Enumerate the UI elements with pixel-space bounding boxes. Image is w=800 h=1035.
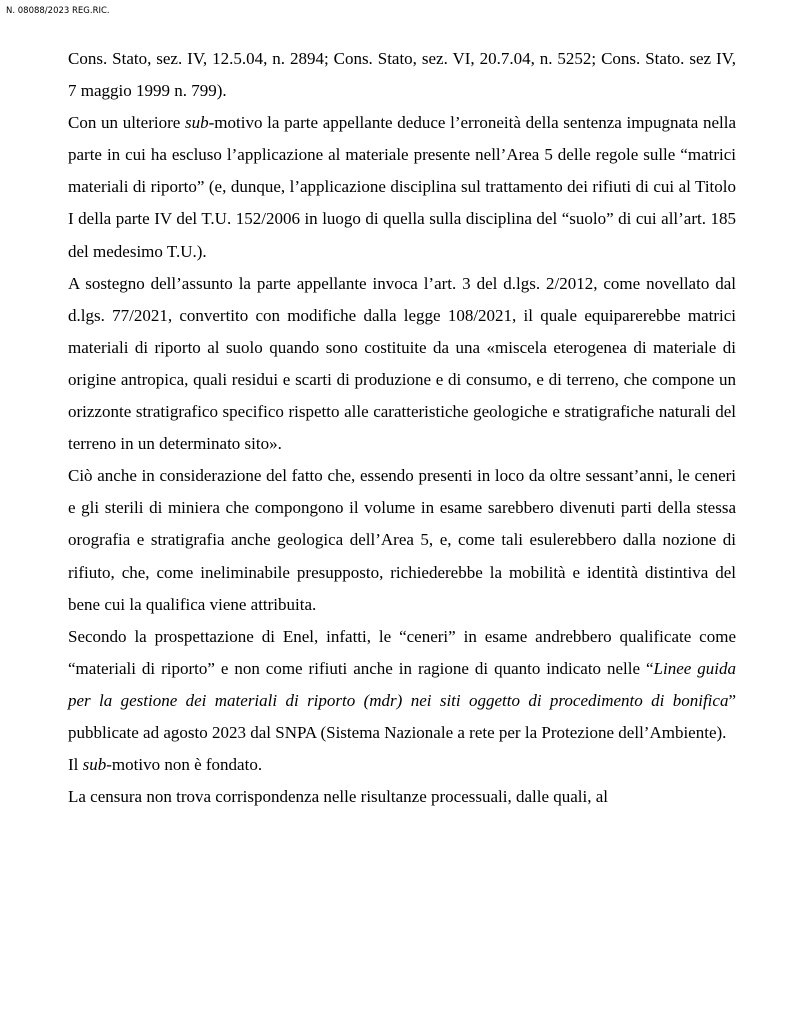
paragraph-text: Ciò anche in considerazione del fatto che, essendo presenti in loco da oltre sessant’anni, le ceneri e gli sterili di miniera che compongono il volume in esame sarebbero divenuti parti della stessa orografia e stratigrafia anche geologica dell’Area 5, e, come tali esulerebbero dalla nozione di rifiuto, che, come ineliminabile presupposto, richiederebbe la mobilità e identità distintiva del bene cui la qualifica viene attribuita. xyxy=(68,466,736,614)
paragraph-text: La censura non trova corrispondenza nelle risultanze processuali, dalle quali, al xyxy=(68,787,609,807)
paragraph-text: Secondo la prospettazione di Enel, infatti, le “ceneri” in esame andrebbero qualificate come “materiali di riporto” e non come rifiuti anche in ragione di quanto indicato nelle “ xyxy=(68,626,736,678)
document-body xyxy=(68,43,736,813)
paragraph-2 xyxy=(68,107,736,267)
paragraph-6 xyxy=(68,749,736,781)
italic-text: sub xyxy=(184,113,209,133)
document-reference-number: N. 08088/2023 REG.RIC. xyxy=(6,6,110,16)
paragraph-text: Cons. Stato, sez. IV, 12.5.04, n. 2894; Cons. Stato, sez. VI, 20.7.04, n. 5252; Cons. Stato. sez IV, 7 maggio 1999 n. 799). xyxy=(68,49,736,101)
italic-text: sub xyxy=(82,755,107,775)
paragraph-7 xyxy=(68,781,736,813)
paragraph-text: -motivo non è fondato. xyxy=(106,755,263,775)
paragraph-4 xyxy=(68,460,736,620)
italic-text: Linee guida per la gestione dei materiali di riporto (mdr) nei siti oggetto di procedimento di bonifica xyxy=(68,658,736,710)
paragraph-text: A sostegno dell’assunto la parte appellante invoca l’art. 3 del d.lgs. 2/2012, come novellato dal d.lgs. 77/2021, convertito con modifiche dalla legge 108/2021, il quale equiparerebbe matrici materiali di riporto al suolo quando sono costituite da una «miscela eterogenea di materiale di origine antropica, quali residui e scarti di produzione e di consumo, e di terreno, che compone un orizzonte stratigrafico specifico rispetto alle caratteristiche geologiche e stratigrafiche naturali del terreno in un determinato sito». xyxy=(68,273,736,454)
paragraph-text: Con un ulteriore xyxy=(68,113,185,133)
paragraph-text: -motivo la parte appellante deduce l’erroneità della sentenza impugnata nella parte in cui ha escluso l’applicazione al materiale presente nell’Area 5 delle regole sulle “matrici materiali di riporto” (e, dunque, l’applicazione disciplina sul trattamento dei rifiuti di cui al Titolo I della parte IV del T.U. 152/2006 in luogo di quella sulla disciplina del “suolo” di cui all’art. 185 del medesimo T.U.). xyxy=(68,113,736,261)
paragraph-text: Il xyxy=(68,755,83,775)
paragraph-5 xyxy=(68,621,736,749)
paragraph-1 xyxy=(68,43,736,107)
paragraph-text: ” pubblicate ad agosto 2023 dal SNPA (Sistema Nazionale a rete per la Protezione dell’Ambiente). xyxy=(68,690,736,742)
paragraph-3 xyxy=(68,268,736,461)
